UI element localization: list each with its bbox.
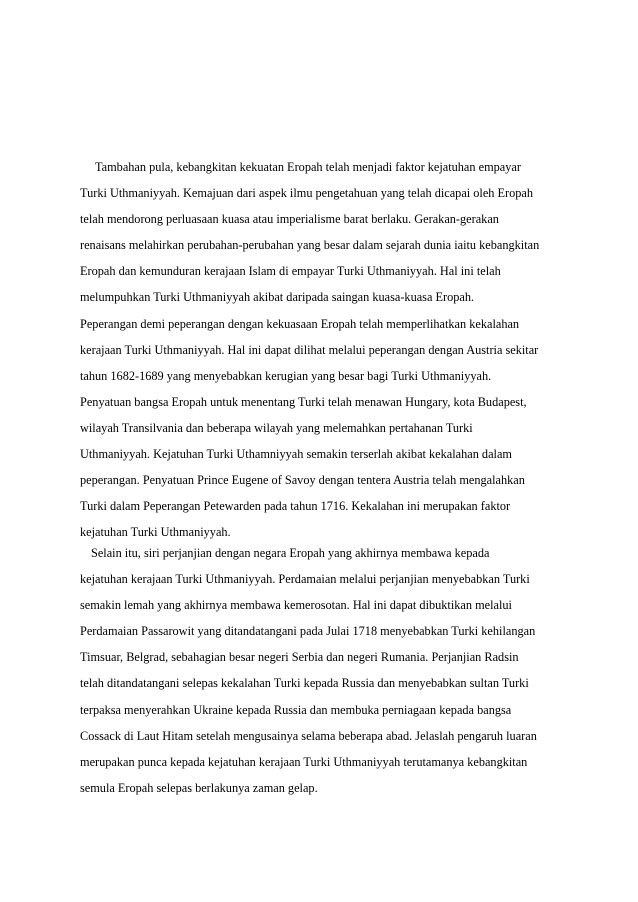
text-line: melumpuhkan Turki Uthmaniyyah akibat daripada saingan kuasa-kuasa Eropah. [80, 290, 475, 305]
text-line: kerajaan Turki Uthmaniyyah. Hal ini dapat dilihat melalui peperangan dengan Austria sekitar [80, 342, 539, 357]
text-line: peperangan. Penyatuan Prince Eugene of Savoy dengan tentera Austria telah mengalahkan [80, 473, 525, 488]
text-line: Selain itu, siri perjanjian dengan negara Eropah yang akhirnya membawa kepada [91, 546, 490, 560]
text-line: kejatuhan Turki Uthmaniyyah. [80, 525, 231, 540]
text-line: Penyatuan bangsa Eropah untuk menentang Turki telah menawan Hungary, kota Budapest, [80, 394, 527, 409]
text-line: Cossack di Laut Hitam setelah mengusainya selama beberapa abad. Jelaslah pengaruh luaran [80, 728, 537, 743]
text-line: Tambahan pula, kebangkitan kekuatan Eropah telah menjadi faktor kejatuhan empayar [95, 160, 521, 174]
text-line: tahun 1682-1689 yang menyebabkan kerugian yang besar bagi Turki Uthmaniyyah. [80, 368, 492, 383]
text-line: renaisans melahirkan perubahan-perubahan yang besar dalam sejarah dunia iaitu kebangkitan [80, 238, 540, 253]
text-line: telah mendorong perluasaan kuasa atau imperialisme barat berlaku. Gerakan-gerakan [80, 212, 499, 227]
text-line: semula Eropah selepas berlakunya zaman gelap. [80, 780, 318, 795]
text-line: Turki Uthmaniyyah. Kemajuan dari aspek ilmu pengetahuan yang telah dicapai oleh Eropah [80, 186, 534, 201]
text-line: merupakan punca kepada kejatuhan kerajaan Turki Uthmaniyyah terutamanya kebangkitan [80, 754, 528, 769]
text-line: terpaksa menyerahkan Ukraine kepada Russia dan membuka perniagaan kepada bangsa [80, 702, 512, 717]
text-line: Peperangan demi peperangan dengan kekuasaan Eropah telah memperlihatkan kekalahan [80, 316, 520, 331]
text-line: wilayah Transilvania dan beberapa wilayah yang melemahkan pertahanan Turki [80, 420, 473, 435]
text-line: kejatuhan kerajaan Turki Uthmaniyyah. Perdamaian melalui perjanjian menyebabkan Turki [80, 572, 530, 587]
paragraph-european-rise [80, 154, 560, 545]
text-line: telah ditandatangani selepas kekalahan Turki kepada Russia dan menyebabkan sultan Turki [80, 676, 529, 691]
text-line: semakin lemah yang akhirnya membawa kemerosotan. Hal ini dapat dibuktikan melalui [80, 598, 512, 613]
text-line: Eropah dan kemunduran kerajaan Islam di empayar Turki Uthmaniyyah. Hal ini telah [80, 264, 501, 279]
text-line: Perdamaian Passarowit yang ditandatangani pada Julai 1718 menyebabkan Turki kehilangan [80, 624, 536, 639]
text-line: Timsuar, Belgrad, sebahagian besar negeri Serbia dan negeri Rumania. Perjanjian Radsin [80, 650, 519, 665]
text-line: Turki dalam Peperangan Petewarden pada tahun 1716. Kekalahan ini merupakan faktor [80, 499, 511, 514]
paragraph-treaties [80, 540, 560, 801]
text-line: Uthmaniyyah. Kejatuhan Turki Uthamniyyah semakin terserlah akibat kekalahan dalam [80, 447, 512, 462]
